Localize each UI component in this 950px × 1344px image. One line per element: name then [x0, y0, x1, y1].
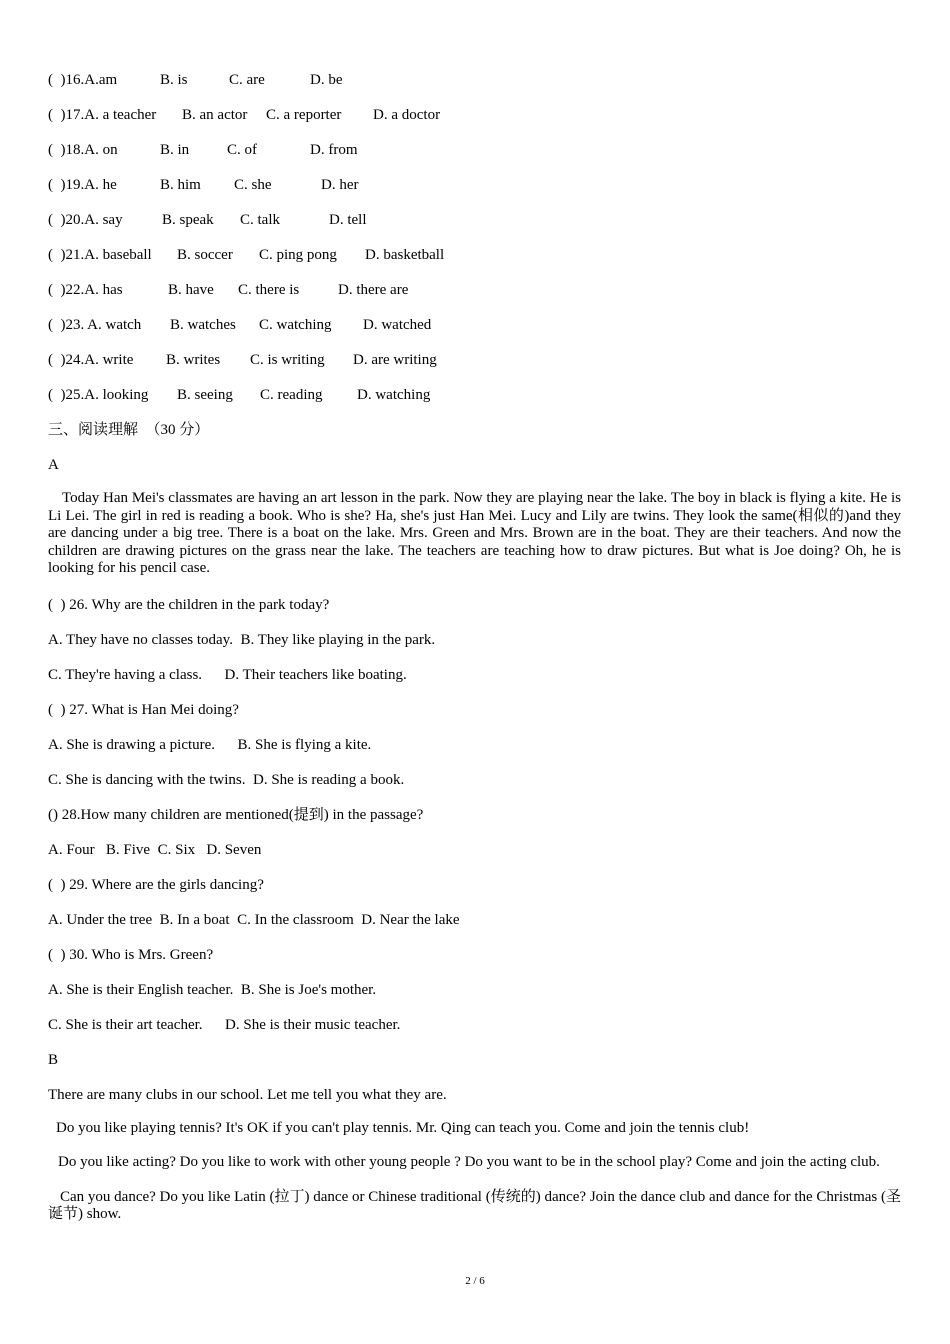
question-28-options: A. Four B. Five C. Six D. Seven: [48, 841, 262, 858]
cloze-questions: [48, 70, 901, 420]
cloze-option-d: D. from: [310, 142, 358, 158]
cloze-question-row: [48, 140, 901, 175]
cloze-option-b: B. is: [160, 72, 188, 88]
question-27-options-cd: C. She is dancing with the twins. D. She is reading a book.: [48, 771, 405, 788]
cloze-option-b: B. have: [168, 282, 214, 298]
cloze-option-b: B. watches: [170, 317, 236, 333]
passage-b-dance-club: Can you dance? Do you like Latin (拉丁) dance or Chinese traditional (传统的) dance? Join the dance club and dance for the Christmas (圣诞节) show.: [48, 1188, 901, 1222]
cloze-option-d: D. tell: [329, 212, 367, 228]
cloze-question-row: [48, 315, 901, 350]
cloze-number-and-option-a: ( )20.A. say: [48, 212, 123, 228]
cloze-question-row: [48, 175, 901, 210]
cloze-option-d: D. a doctor: [373, 107, 441, 123]
passage-b-acting-club: Do you like acting? Do you like to work with other young people ? Do you want to be in the school play? Come and join the acting club.: [58, 1154, 880, 1170]
cloze-question-row: [48, 350, 901, 385]
cloze-option-d: D. are writing: [353, 352, 437, 368]
cloze-option-c: C. of: [227, 142, 257, 158]
cloze-number-and-option-a: ( )21.A. baseball: [48, 247, 152, 263]
cloze-option-b: B. seeing: [177, 387, 233, 403]
question-27: ( ) 27. What is Han Mei doing?: [48, 701, 239, 718]
cloze-option-c: C. there is: [238, 282, 300, 298]
cloze-option-d: D. basketball: [365, 247, 445, 263]
cloze-number-and-option-a: ( )25.A. looking: [48, 387, 149, 403]
cloze-option-c: C. are: [229, 72, 265, 88]
cloze-number-and-option-a: ( )18.A. on: [48, 142, 118, 158]
question-29-options: A. Under the tree B. In a boat C. In the classroom D. Near the lake: [48, 911, 460, 928]
cloze-question-row: [48, 385, 901, 420]
cloze-number-and-option-a: ( )16.A.am: [48, 72, 118, 88]
page-number: 2 / 6: [465, 1275, 485, 1287]
passage-a-text: Today Han Mei's classmates are having an art lesson in the park. Now they are playing near the lake. The boy in black is flying a kite. He is Li Lei. The girl in red is reading a book. Who is she? Ha, she's just Han Mei. Lucy and Lily are twins. They look the same(相似的)and they are dancing under a big tree. There is a boat on the lake. Mrs. Green and Mrs. Brown are in the boat. They are their teachers. And now the children are drawing pictures on the grass near the lake. The teachers are teaching how to draw pictures. But what is Joe doing? Oh, he is looking for his pencil case.: [48, 490, 901, 576]
question-26: ( ) 26. Why are the children in the park today?: [48, 596, 330, 613]
cloze-number-and-option-a: ( )22.A. has: [48, 282, 123, 298]
question-30-options-cd: C. She is their art teacher. D. She is their music teacher.: [48, 1016, 401, 1033]
cloze-option-b: B. him: [160, 177, 201, 193]
document-page: [48, 70, 901, 1241]
cloze-option-d: D. be: [310, 72, 343, 88]
cloze-option-c: C. she: [234, 177, 272, 193]
cloze-option-b: B. an actor: [182, 107, 248, 123]
cloze-option-c: C. is writing: [250, 352, 325, 368]
question-27-options-ab: A. She is drawing a picture. B. She is flying a kite.: [48, 736, 372, 753]
passage-a-label: A: [48, 457, 59, 473]
cloze-number-and-option-a: ( )24.A. write: [48, 352, 134, 368]
cloze-option-b: B. writes: [166, 352, 221, 368]
cloze-option-d: D. watched: [363, 317, 432, 333]
section-heading: 三、阅读理解 （30 分）: [48, 422, 210, 438]
question-26-options-cd: C. They're having a class. D. Their teachers like boating.: [48, 666, 407, 683]
passage-b-tennis-club: Do you like playing tennis? It's OK if you can't play tennis. Mr. Qing can teach you. Come and join the tennis club!: [56, 1119, 750, 1136]
cloze-number-and-option-a: ( )19.A. he: [48, 177, 117, 193]
passage-b-label: B: [48, 1051, 59, 1068]
cloze-option-c: C. talk: [240, 212, 280, 228]
cloze-option-c: C. watching: [259, 317, 332, 333]
cloze-option-b: B. soccer: [177, 247, 233, 263]
cloze-number-and-option-a: ( )17.A. a teacher: [48, 107, 157, 123]
cloze-question-row: [48, 245, 901, 280]
cloze-question-row: [48, 210, 901, 245]
cloze-question-row: [48, 70, 901, 105]
cloze-question-row: [48, 105, 901, 140]
cloze-option-d: D. her: [321, 177, 359, 193]
cloze-option-b: B. speak: [162, 212, 214, 228]
question-26-options-ab: A. They have no classes today. B. They like playing in the park.: [48, 631, 436, 648]
cloze-option-c: C. reading: [260, 387, 323, 403]
cloze-number-and-option-a: ( )23. A. watch: [48, 317, 142, 333]
question-30: ( ) 30. Who is Mrs. Green?: [48, 946, 214, 963]
cloze-option-d: D. there are: [338, 282, 409, 298]
cloze-option-c: C. a reporter: [266, 107, 342, 123]
passage-b-intro: There are many clubs in our school. Let me tell you what they are.: [48, 1086, 447, 1103]
question-30-options-ab: A. She is their English teacher. B. She is Joe's mother.: [48, 981, 377, 998]
question-28: () 28.How many children are mentioned(提到) in the passage?: [48, 806, 424, 823]
question-29: ( ) 29. Where are the girls dancing?: [48, 876, 264, 893]
cloze-question-row: [48, 280, 901, 315]
cloze-option-d: D. watching: [357, 387, 431, 403]
cloze-option-c: C. ping pong: [259, 247, 337, 263]
cloze-option-b: B. in: [160, 142, 190, 158]
